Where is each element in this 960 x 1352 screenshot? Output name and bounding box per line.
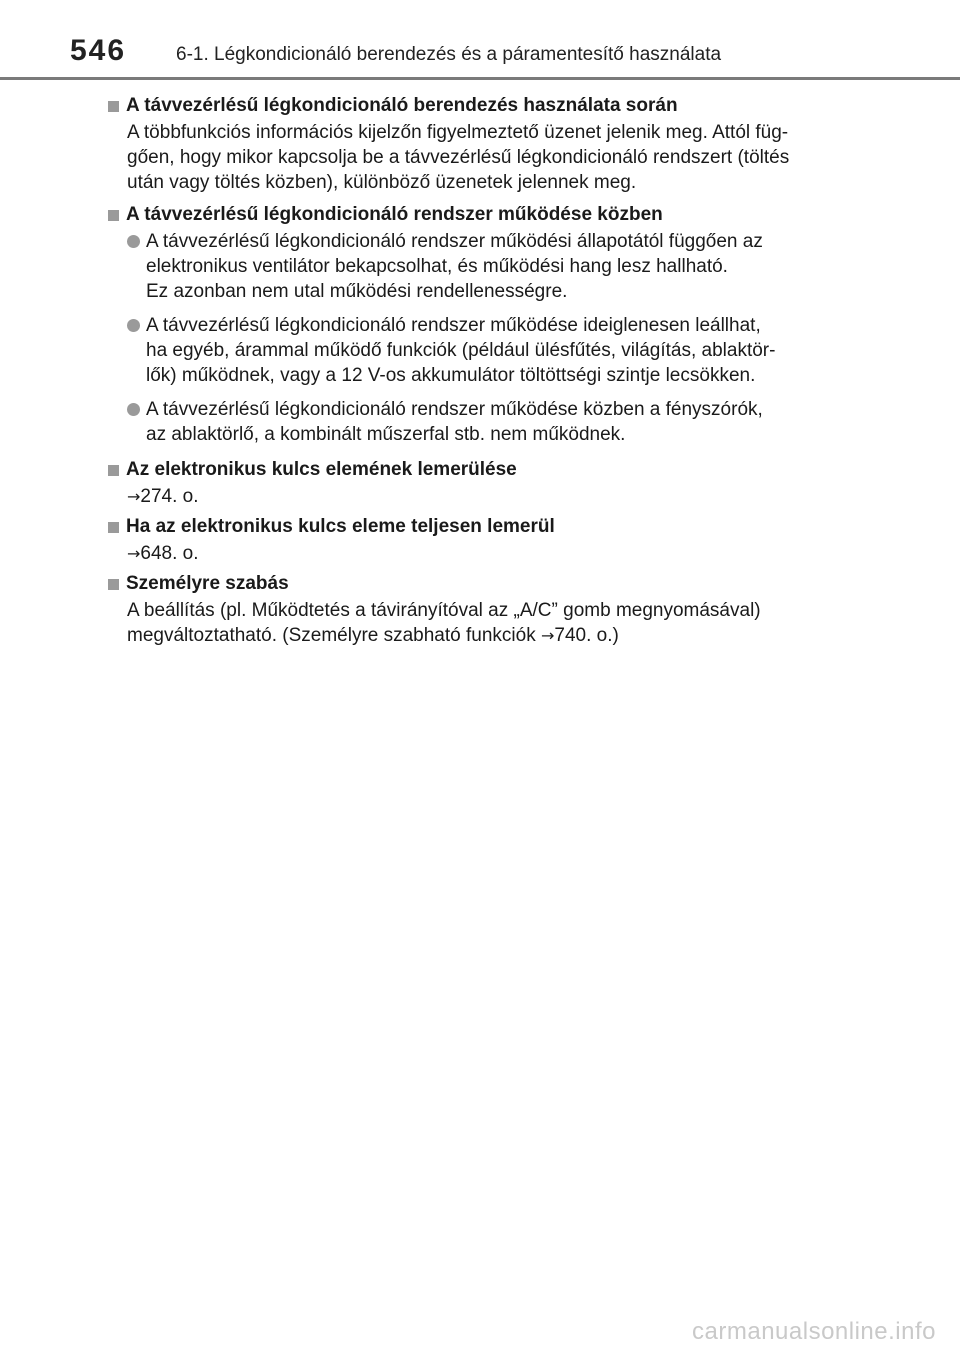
arrow-right-icon: → [540, 626, 555, 645]
section-title [108, 456, 854, 484]
bullet-line: elektronikus ventilátor bekapcsolhat, és működési hang lesz hallható. [146, 256, 728, 277]
paragraph-line: gően, hogy mikor kapcsolja be a távvezérlésű légkondicionáló rendszert (töltés [127, 147, 790, 168]
section-paragraph [108, 598, 854, 648]
square-bullet-icon [108, 210, 119, 221]
section-key-battery-depleted [108, 513, 854, 566]
section-title-text: Ha az elektronikus kulcs eleme teljesen lemerül [126, 516, 555, 537]
bullet-line: lők) működnek, vagy a 12 V-os akkumulátor töltöttségi szintje lecsökken. [146, 365, 756, 386]
bullet-item [108, 313, 854, 388]
bullet-line: A távvezérlésű légkondicionáló rendszer működési állapotától függően az [146, 231, 763, 252]
page-reference-text: 648. o. [140, 543, 199, 564]
bullet-line: A távvezérlésű légkondicionáló rendszer működése közben a fényszórók, [146, 399, 763, 420]
section-title-text: Az elektronikus kulcs elemének lemerülése [126, 459, 517, 480]
page-reference-text: 274. o. [140, 486, 199, 507]
arrow-right-icon: → [127, 544, 141, 563]
page-content [108, 92, 854, 654]
bullet-line: az ablaktörlő, a kombinált műszerfal stb. nem működnek. [146, 424, 626, 445]
paragraph-line: megváltoztatható. (Személyre szabható funkciók [127, 625, 541, 646]
section-title [108, 570, 854, 598]
section-title-text: Személyre szabás [126, 573, 289, 594]
paragraph-line: után vagy töltés közben), különböző üzenetek jelennek meg. [127, 172, 637, 193]
bullet-item [108, 229, 854, 304]
page-reference[interactable] [108, 541, 854, 566]
circle-bullet-icon [127, 235, 140, 248]
header-divider [0, 77, 960, 80]
square-bullet-icon [108, 101, 119, 112]
section-remote-ac-usage [108, 92, 854, 195]
page-reference-text[interactable]: 740. o.) [554, 625, 619, 646]
section-customization [108, 570, 854, 648]
watermark: carmanualsonline.info [692, 1318, 936, 1345]
square-bullet-icon [108, 465, 119, 476]
bullet-line: ha egyéb, árammal működő funkciók (például ülésfűtés, világítás, ablaktör- [146, 340, 776, 361]
circle-bullet-icon [127, 319, 140, 332]
chapter-title: 6-1. Légkondicionáló berendezés és a páramentesítő használata [176, 44, 722, 65]
circle-bullet-icon [127, 403, 140, 416]
section-paragraph [108, 120, 854, 195]
page-number: 546 [70, 34, 127, 67]
arrow-right-icon: → [127, 487, 141, 506]
section-title [108, 201, 854, 229]
page-reference[interactable] [108, 484, 854, 509]
bullet-item [108, 397, 854, 447]
square-bullet-icon [108, 579, 119, 590]
section-title-text: A távvezérlésű légkondicionáló berendezés használata során [126, 95, 678, 116]
section-remote-ac-operation [108, 201, 854, 447]
section-title-text: A távvezérlésű légkondicionáló rendszer működése közben [126, 204, 663, 225]
paragraph-line: A beállítás (pl. Működtetés a távirányítóval az „A/C” gomb megnyomásával) [127, 600, 761, 621]
page-header [0, 0, 960, 80]
section-title [108, 513, 854, 541]
bullet-line: Ez azonban nem utal működési rendellenességre. [146, 281, 568, 302]
paragraph-line: A többfunkciós információs kijelzőn figyelmeztető üzenet jelenik meg. Attól füg- [127, 122, 789, 143]
section-title [108, 92, 854, 120]
bullet-line: A távvezérlésű légkondicionáló rendszer működése ideiglenesen leállhat, [146, 315, 761, 336]
square-bullet-icon [108, 522, 119, 533]
section-key-battery-low [108, 456, 854, 509]
